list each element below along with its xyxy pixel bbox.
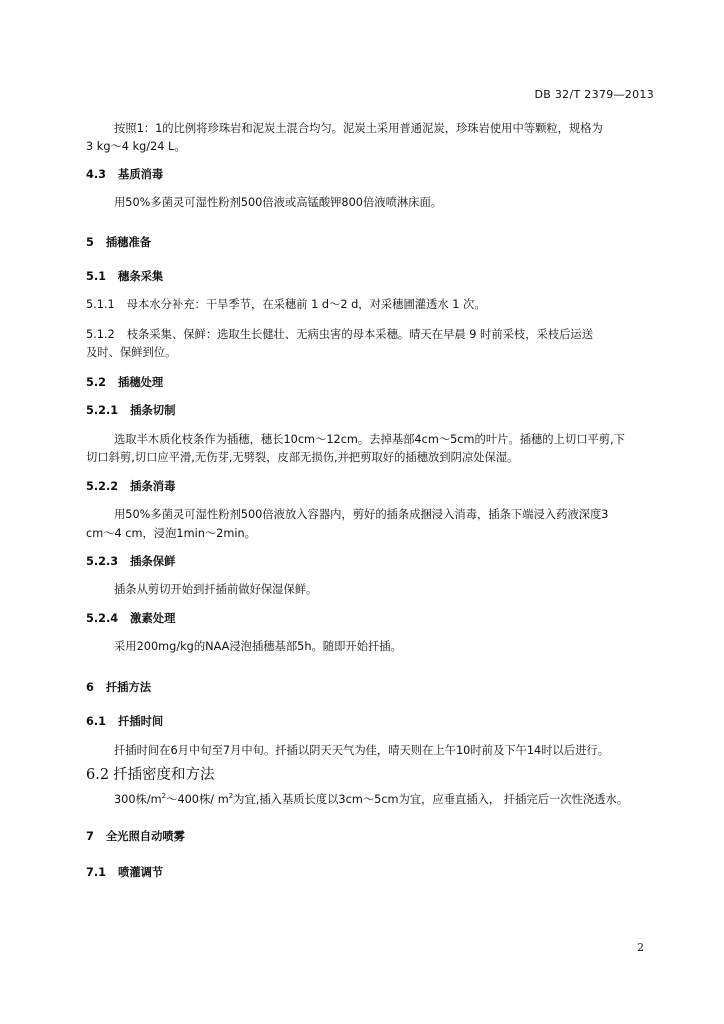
heading-number: 5 bbox=[86, 236, 94, 249]
paragraph-5-2-4: 采用200mg/kg的NAA浸泡插穗基部5h。随即开始扦插。 bbox=[114, 640, 402, 653]
heading-title: 扦插时间 bbox=[118, 715, 164, 728]
heading-title: 插穗处理 bbox=[118, 376, 164, 389]
heading-title: 全光照自动喷雾 bbox=[105, 830, 185, 843]
heading-number: 6.2 bbox=[86, 767, 110, 783]
heading-6 bbox=[86, 681, 658, 695]
heading-number: 5.2.2 bbox=[86, 480, 119, 493]
heading-7 bbox=[86, 830, 658, 844]
heading-6-2 bbox=[86, 766, 215, 784]
superscript: 2 bbox=[228, 792, 234, 801]
clause-number: 5.1.2 bbox=[86, 328, 115, 341]
heading-6-1 bbox=[86, 715, 658, 729]
paragraph-5-1-2-line1 bbox=[86, 328, 658, 342]
heading-number: 6 bbox=[86, 681, 94, 694]
text-fragment: 为宜,插入基质长度以3cm～5cm为宜，应垂直插入， 扦插完后一次性浇透水。 bbox=[233, 793, 629, 806]
heading-number: 7 bbox=[86, 830, 94, 843]
superscript: 2 bbox=[161, 792, 167, 801]
paragraph-5-2-2-line1: 用50%多菌灵可湿性粉剂500倍液放入容器内，剪好的插条成捆浸入消毒，插条下端浸入药液深度3 bbox=[114, 508, 609, 521]
paragraph-mix-line1: 按照1：1的比例将珍珠岩和泥炭土混合均匀。泥炭土采用普通泥炭，珍珠岩使用中等颗粒，规格为 bbox=[114, 122, 603, 135]
heading-title: 插条切制 bbox=[130, 404, 176, 417]
page-number: 2 bbox=[637, 941, 644, 954]
heading-number: 5.2 bbox=[86, 376, 107, 389]
heading-number: 5.2.4 bbox=[86, 612, 119, 625]
heading-5-2 bbox=[86, 376, 658, 390]
heading-5-2-4 bbox=[86, 612, 658, 626]
heading-5-1 bbox=[86, 270, 658, 284]
heading-5-2-3 bbox=[86, 555, 658, 569]
heading-number: 5.1 bbox=[86, 270, 107, 283]
paragraph-5-2-1-line1: 选取半木质化枝条作为插穗，穗长10cm～12cm。去掉基部4cm～5cm的叶片。插穗的上切口平剪,下 bbox=[114, 433, 625, 446]
heading-5-2-1 bbox=[86, 404, 658, 418]
text-fragment: ～400株/ m bbox=[166, 793, 229, 806]
heading-number: 6.1 bbox=[86, 715, 107, 728]
paragraph-5-2-3: 插条从剪切开始到扦插前做好保湿保鲜。 bbox=[114, 583, 318, 596]
paragraph-5-1-1 bbox=[86, 298, 658, 312]
heading-7-1 bbox=[86, 866, 658, 880]
heading-title: 喷灌调节 bbox=[118, 866, 164, 879]
heading-5 bbox=[86, 236, 658, 250]
heading-number: 4.3 bbox=[86, 168, 107, 181]
heading-title: 基质消毒 bbox=[118, 168, 164, 181]
standard-code: DB 32/T 2379—2013 bbox=[534, 88, 654, 101]
paragraph-5-1-2-line2: 及时、保鲜到位。 bbox=[86, 346, 177, 359]
heading-number: 5.2.1 bbox=[86, 404, 119, 417]
paragraph-mix-line2: 3 kg～4 kg/24 L。 bbox=[86, 140, 186, 153]
heading-5-2-2 bbox=[86, 480, 658, 494]
heading-title: 插穗准备 bbox=[105, 236, 152, 249]
paragraph-6-1: 扦插时间在6月中旬至7月中旬。扦插以阴天天气为佳，晴天则在上午10时前及下午14时以后进行。 bbox=[114, 744, 610, 757]
paragraph-4-3: 用50%多菌灵可湿性粉剂500倍液或高锰酸钾800倍液喷淋床面。 bbox=[114, 196, 443, 209]
heading-title: 扦插方法 bbox=[105, 681, 152, 694]
paragraph-5-2-2-line2: cm～4 cm，浸泡1min～2min。 bbox=[86, 527, 256, 540]
paragraph-6-2 bbox=[114, 793, 658, 807]
clause-number: 5.1.1 bbox=[86, 298, 115, 311]
heading-title: 插条消毒 bbox=[130, 480, 176, 493]
text-fragment: 300株/m bbox=[114, 793, 162, 806]
heading-title: 激素处理 bbox=[130, 612, 176, 625]
paragraph-5-2-1-line2: 切口斜剪,切口应平滑,无伤芽,无劈裂，皮部无损伤,并把剪取好的插穗放到阴凉处保湿。 bbox=[86, 451, 519, 464]
heading-title: 扦插密度和方法 bbox=[113, 767, 215, 783]
heading-4-3 bbox=[86, 168, 658, 182]
clause-text: 母本水分补充：干旱季节，在采穗前 1 d～2 d，对采穗圃灌透水 1 次。 bbox=[126, 298, 486, 311]
heading-title: 穗条采集 bbox=[118, 270, 164, 283]
clause-text: 枝条采集、保鲜：选取生长健壮、无病虫害的母本采穗。晴天在早晨 9 时前采枝，采枝后运送 bbox=[126, 328, 593, 341]
heading-title: 插条保鲜 bbox=[130, 555, 176, 568]
heading-number: 5.2.3 bbox=[86, 555, 119, 568]
heading-number: 7.1 bbox=[86, 866, 107, 879]
